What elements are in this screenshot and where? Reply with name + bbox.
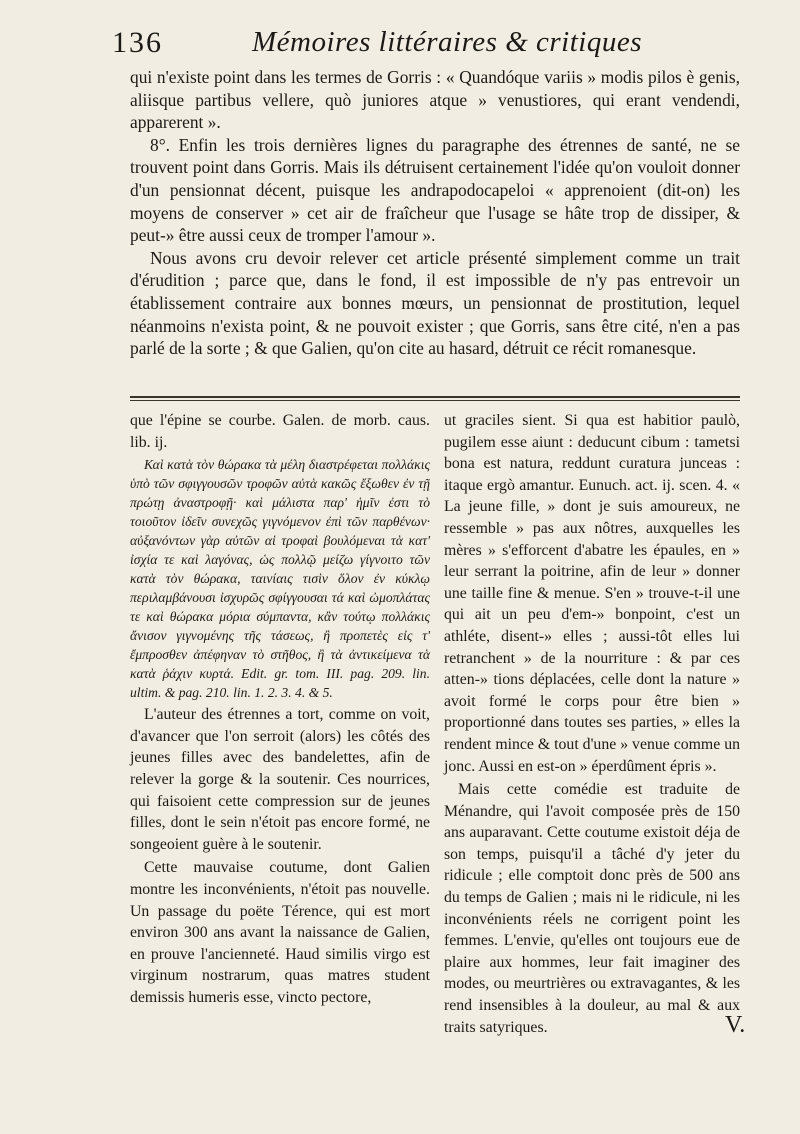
page-number: 136	[112, 26, 163, 59]
running-title: Mémoires littéraires & critiques	[252, 26, 642, 58]
footnote-paragraph: L'auteur des étrennes a tort, comme on voit, d'avancer que l'on serroit (alors) les côtés des jeunes filles avec des bandelettes, afin de relever la gorge & la soutenir. Ces nourrices, qui faisoient cette compression sur de jeunes filles, dont le sein n'étoit pas encore formé, ne songeoient guère à le soutenir.	[130, 706, 430, 853]
footnote-rule-thin	[130, 400, 740, 401]
page-header	[112, 26, 762, 66]
footnote-paragraph: ut graciles sient. Si qua est habitior paulò, pugilem esse aiunt : deducunt cibum : tametsi bona est natura, reddunt curatura junceas : itaque ergò amantur. Eunuch. act. ij. scen. 4. « La jeune fille, » dont je suis amoureux, ne ressemble » pas aux nôtres, auxquelles les mères » s'efforcent d'abatre les épaules, en » leur serrant la poitrine, afin de leur » donner une taille fine & menue. S'en » trouve-t-il une qui ait un peu d'em-» bonpoint, c'est un athléte, disent-» elles ; aussi-tôt elles lui retranchent » de la nourriture : & par ces atten-» tions déplacées, celle dont la nature » avoit formé le corps pour être bien » proportionné dans toutes ses parties, » elles la rendent mince & tout d'une » venue comme un jonc. Aussi en est-on » éperdûment épris ».	[444, 412, 740, 775]
paragraph-item-8: 8°. Enfin les trois dernières lignes du paragraphe des étrennes de santé, ne se trouvent point dans Gorris. Mais ils détruisent certainement l'idée qu'on vouloit donner d'un pensionnat décent, puisque les andrapodocapeloi « apprenoient (dit-on) les moyens de conserver » cet air de fraîcheur que l'usage se hâte trop de dissiper, & peut-» être aussi ceux de tromper l'amour ».	[130, 134, 740, 246]
footnote-left-column	[130, 410, 430, 1011]
footnote-paragraph: Mais cette comédie est traduite de Ménandre, qui l'avoit composée près de 150 ans auparavant. Cette coutume existoit déja de son temps, puisqu'il a tâché d'y jeter du ridicule ; elle comptoit donc près de 500 ans du temps de Galien ; mais ni le ridicule, ni les inconvénients réels ne corrigent point les femmes. L'envie, qu'elles ont toujours eue de plaire aux hommes, leur fait imaginer des modes, ou meurtrières ou extravagantes, & les rend insensibles à la douleur, au mal & aux traits satyriques.	[444, 781, 740, 1036]
footnote-citation: que l'épine se courbe. Galen. de morb. caus. lib. ij.	[130, 412, 430, 451]
catchword: V.	[725, 1012, 746, 1038]
footnote-paragraph: Cette mauvaise coutume, dont Galien montre les inconvénients, n'étoit pas nouvelle. Un passage du poëte Térence, qui est mort environ 300 ans avant la naissance de Galien, en prouve l'ancienneté. Haud similis virgo est virginum nostrarum, quas matres student demissis humeris esse, vincto pectore,	[130, 859, 430, 1006]
footnote-right-column	[444, 410, 740, 1040]
greek-quotation: Καὶ κατὰ τὸν θώρακα τὰ μέλη διαστρέφεται πολλάκις ὑπὸ τῶν σφιγγουσῶν τροφῶν αὐτὰ κακῶς ἔξωθεν ἐν τῇ πρώτῃ ἀναστροφῇ· καὶ μάλιστα παρ' ἡμῖν ἐστι τὸ τοιοῦτον ἰδεῖν συνεχῶς γιγνόμενον ἐπὶ τῶν παρθένων· αὐξανόντων γὰρ αὐτῶν αἱ τροφαὶ βουλόμεναι τὰ κατ' ἰσχία τε καὶ λαγόνας, ὡς πολλῷ μείζω γίγνοιτο τῶν κατὰ τὸν θώρακα, ταινίαις τισὶν ὅλον ἐν κύκλῳ περιλαμβάνουσι ἰσχυρῶς σφίγγουσαι τά καὶ ὠμοπλάτας τε καὶ θώρακα μόρια σύμπαντα, κἂν τούτῳ πολλάκις ἄνισον γιγνομένης τῆς τάσεως, ἢ προπετὲς εἰς τ' ἔμπροσθεν ἀπέφηναν τὸ στῆθος, ἢ τὰ ἀντικείμενα τὰ κατὰ ῥάχιν κυρτά. Edit. gr. tom. III. pag. 209. lin. ultim. & pag. 210. lin. 1. 2. 3. 4. & 5.	[130, 457, 430, 701]
footnote-rule	[130, 396, 740, 398]
paragraph-conclusion: Nous avons cru devoir relever cet article présenté simplement comme un trait d'érudition ; parce que, dans le fond, il est impossible de n'y pas entrevoir un établissement contraire aux bonnes mœurs, un pensionnat de prostitution, lequel néanmoins n'exista point, & ne pouvoit exister ; que Gorris, sans être cité, n'en a pas parlé de la sorte ; & que Galien, qu'on cite au hasard, détruit ce récit romanesque.	[130, 247, 740, 359]
paragraph-continuation: qui n'existe point dans les termes de Gorris : « Quandóque variis » modis pilos è genis, aliisque partibus vellere, quò juniores atque » venustiores, qui erant vendendi, apparerent ».	[130, 67, 740, 133]
main-text	[130, 66, 740, 360]
